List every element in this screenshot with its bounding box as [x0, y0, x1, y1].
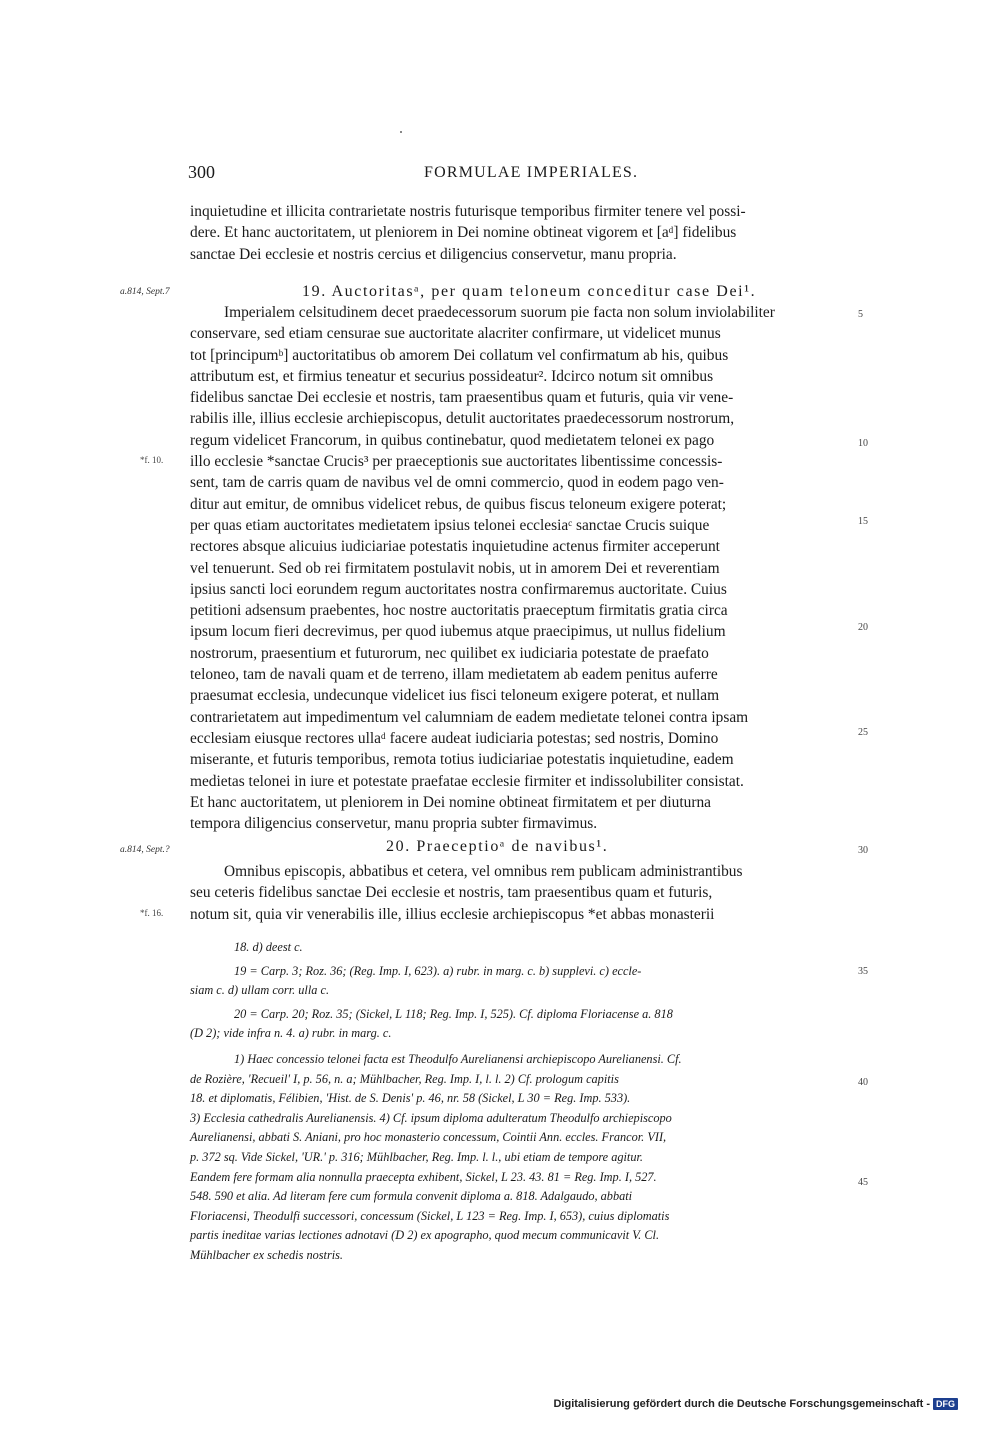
text-line: rectores absque alicuius iudiciariae potestatis inquietudine actenus firmiter acceperunt [190, 538, 720, 556]
text-line: petitioni adsensum praebentes, hoc nostre auctoritatis praeceptum firmitatis gratia circa [190, 602, 728, 620]
text-line: sanctae Dei ecclesie et nostris cercius et diligencius conservetur, manu propria. [190, 245, 677, 263]
line-number: 10 [858, 438, 868, 449]
section19-body [190, 302, 775, 834]
text-line: notum sit, quia vir venerabilis ille, illius ecclesie archiepiscopus *et abbas monasterii [190, 905, 715, 923]
footnote-line: 3) Ecclesia cathedralis Aurelianensis. 4) Cf. ipsum diploma adulteratum Theodulfo archiepiscopo [190, 1110, 672, 1125]
line-number: 5 [858, 309, 863, 320]
section20-date: a.814, Sept.? [120, 845, 170, 855]
intro-paragraph [190, 201, 746, 265]
text-line: contrarietatem aut impedimentum vel calumniam de eadem medietate telonei contra ipsam [190, 708, 749, 726]
digitization-credit [553, 1398, 958, 1410]
footnote-line: p. 372 sq. Vide Sickel, 'UR.' p. 316; Mühlbacher, Reg. Imp. l. l., ubi etiam de tempore agitur. [190, 1149, 643, 1164]
footnote-line: 18. et diplomatis, Félibien, 'Hist. de S. Denis' p. 46, nr. 58 (Sickel, L 30 = Reg. Imp. 533). [190, 1091, 631, 1106]
text-line: miserante, et futuris temporibus, remota totius iudiciariae potestatis inquietudine, eadem [190, 751, 734, 769]
text-line: conservare, sed etiam censurae sue auctoritate alacriter confirmare, ut videlicet munus [190, 325, 721, 343]
text-line: rabilis ille, illius ecclesie archiepiscopus, detulit auctoritates praedecessorum nostrorum, [190, 410, 735, 428]
footnote-line: de Rozière, 'Recueil' I, p. 56, n. a; Mühlbacher, Reg. Imp. I, l. l. 2) Cf. prologum capitis [190, 1071, 619, 1086]
text-line: praesumat ecclesia, undecunque videlicet ius fisci teloneum exigere poterat, et nullam [190, 687, 720, 705]
text-line: Omnibus episcopis, abbatibus et cetera, vel omnibus rem publicam administrantibus [224, 863, 743, 880]
footnote-line: Eandem fere formam alia nonnulla praecepta exhibent, Sickel, L 23. 43. 81 = Reg. Imp. I, 527. [190, 1169, 657, 1184]
footnote-line: Aurelianensi, abbati S. Aniani, pro hoc monasterio concessum, Cointii Ann. eccles. Francor. VII, [190, 1130, 667, 1145]
section19-folio-ref: *f. 10. [140, 455, 164, 465]
text-line: attributum est, et firmius teneatur et securius possideatur². Idcirco notum sit omnibus [190, 367, 714, 385]
text-line: ipsius sancti loci eorundem regum auctoritates nostra confirmaremus auctoritate. Cuius [190, 580, 727, 598]
text-line: per quas etiam auctoritates medietatem ipsius telonei ecclesiaᶜ sanctae Crucis suique [190, 516, 710, 534]
text-line: teloneo, tam de navali quam et de terreno, illam medietatem ab eadem penitus auferre [190, 666, 718, 684]
section20-folio-ref: *f. 16. [140, 908, 164, 918]
section20-body [190, 861, 742, 925]
footnote-line: 548. 590 et alia. Ad literam fere cum formula convenit diploma a. 818. Adalgaudo, abbati [190, 1189, 633, 1204]
apparatus-line: siam c. d) ullam corr. ulla c. [190, 983, 330, 998]
running-title: FORMULAE IMPERIALES. [424, 164, 639, 181]
line-number: 35 [858, 966, 868, 977]
footnote-line: Mühlbacher ex schedis nostris. [190, 1247, 344, 1262]
page-number: 300 [188, 162, 215, 182]
line-number: 40 [858, 1077, 868, 1088]
footnote-line: partis ineditae varias lectiones adnotavi (D 2) ex apographo, quod mecum communicavit V. Cl. [190, 1228, 660, 1243]
section20-heading: 20. Praeceptioᵃ de navibus¹. [386, 838, 609, 855]
text-line: seu ceteris fidelibus sanctae Dei ecclesie et nostris, tam praesentibus quam et futuris, [190, 884, 713, 902]
critical-apparatus [190, 937, 673, 1043]
text-line: sent, tam de carris quam de navibus vel de omni commercio, quod in eodem pago ven- [190, 474, 724, 492]
text-line: medietas telonei in iure et potestate praefatae ecclesie firmiter et indissolubiliter consistat. [190, 772, 744, 790]
footnote-line: Floriacensi, Theodulfi successori, concessum (Sickel, L 123 = Reg. Imp. I, 653), cuius diplomatis [190, 1208, 670, 1223]
text-line: dere. Et hanc auctoritatem, ut pleniorem in Dei nomine obtineat vigorem et [aᵈ] fidelibus [190, 224, 737, 242]
text-line: tot [principumᵇ] auctoritatibus ob amorem Dei collatum vel confirmatum ab his, quibus [190, 346, 729, 364]
text-line: fidelibus sanctae Dei ecclesie et nostris, tam praesentibus quam et futuris, quia vir vene- [190, 389, 734, 407]
line-number: 45 [858, 1177, 868, 1188]
line-number: 20 [858, 622, 868, 633]
footnotes [190, 1050, 682, 1266]
section19-heading: 19. Auctoritasᵃ, per quam teloneum conceditur case Dei¹. [302, 283, 757, 300]
line-number: 15 [858, 516, 868, 527]
footnote-line: 1) Haec concessio telonei facta est Theodulfo Aurelianensi archiepiscopo Aurelianensi. Cf. [234, 1052, 682, 1066]
line-number: 30 [858, 845, 868, 856]
apparatus-line: (D 2); vide infra n. 4. a) rubr. in marg. c. [190, 1026, 392, 1041]
text-line: inquietudine et illicita contrarietate nostris futurisque temporibus firmiter tenere vel possi- [190, 203, 746, 220]
line-number: 25 [858, 727, 868, 738]
text-line: ecclesiam eiusque rectores ullaᵈ facere audeat iudiciaria potestas; sed nostris, Domino [190, 729, 719, 747]
apparatus-line: 18. d) deest c. [234, 940, 303, 954]
text-line: illo ecclesie *sanctae Crucis³ per praeceptionis sue auctoritates libentissime concessis- [190, 453, 723, 471]
text-line: ipsum locum fieri decrevimus, per quod iubemus atque praecipimus, ut nullus fidelium [190, 623, 726, 641]
text-line: tempora diligencius conservetur, manu propria subter firmavimus. [190, 815, 598, 833]
dfg-logo: DFG [933, 1398, 958, 1410]
apparatus-line: 19 = Carp. 3; Roz. 36; (Reg. Imp. I, 623). a) rubr. in marg. c. b) supplevi. c) eccle- [234, 963, 642, 978]
section19-date: a.814, Sept.7 [120, 287, 170, 297]
page-speck [400, 131, 402, 133]
text-line: ditur aut emitur, de omnibus videlicet rebus, de quibus fiscus teloneum exigere poterat; [190, 495, 727, 513]
footer-text: Digitalisierung gefördert durch die Deutsche Forschungsgemeinschaft - [553, 1398, 930, 1410]
text-line: nostrorum, praesentium et futurorum, nec quilibet ex iudiciaria potestate de praefato [190, 644, 709, 662]
text-line: regum videlicet Francorum, in quibus continebatur, quod medietatem telonei ex pago [190, 431, 715, 449]
text-line: Imperialem celsitudinem decet praedecessorum suorum pie facta non solum inviolabiliter [224, 304, 775, 321]
text-line: Et hanc auctoritatem, ut pleniorem in Dei nomine obtineat firmitatem et per diuturna [190, 793, 711, 811]
apparatus-line: 20 = Carp. 20; Roz. 35; (Sickel, L 118; Reg. Imp. I, 525). Cf. diploma Floriacense a. 818 [234, 1006, 673, 1021]
text-line: vel tenuerunt. Sed ob rei firmitatem postulavit nobis, ut in amorem Dei et reverentiam [190, 559, 720, 577]
